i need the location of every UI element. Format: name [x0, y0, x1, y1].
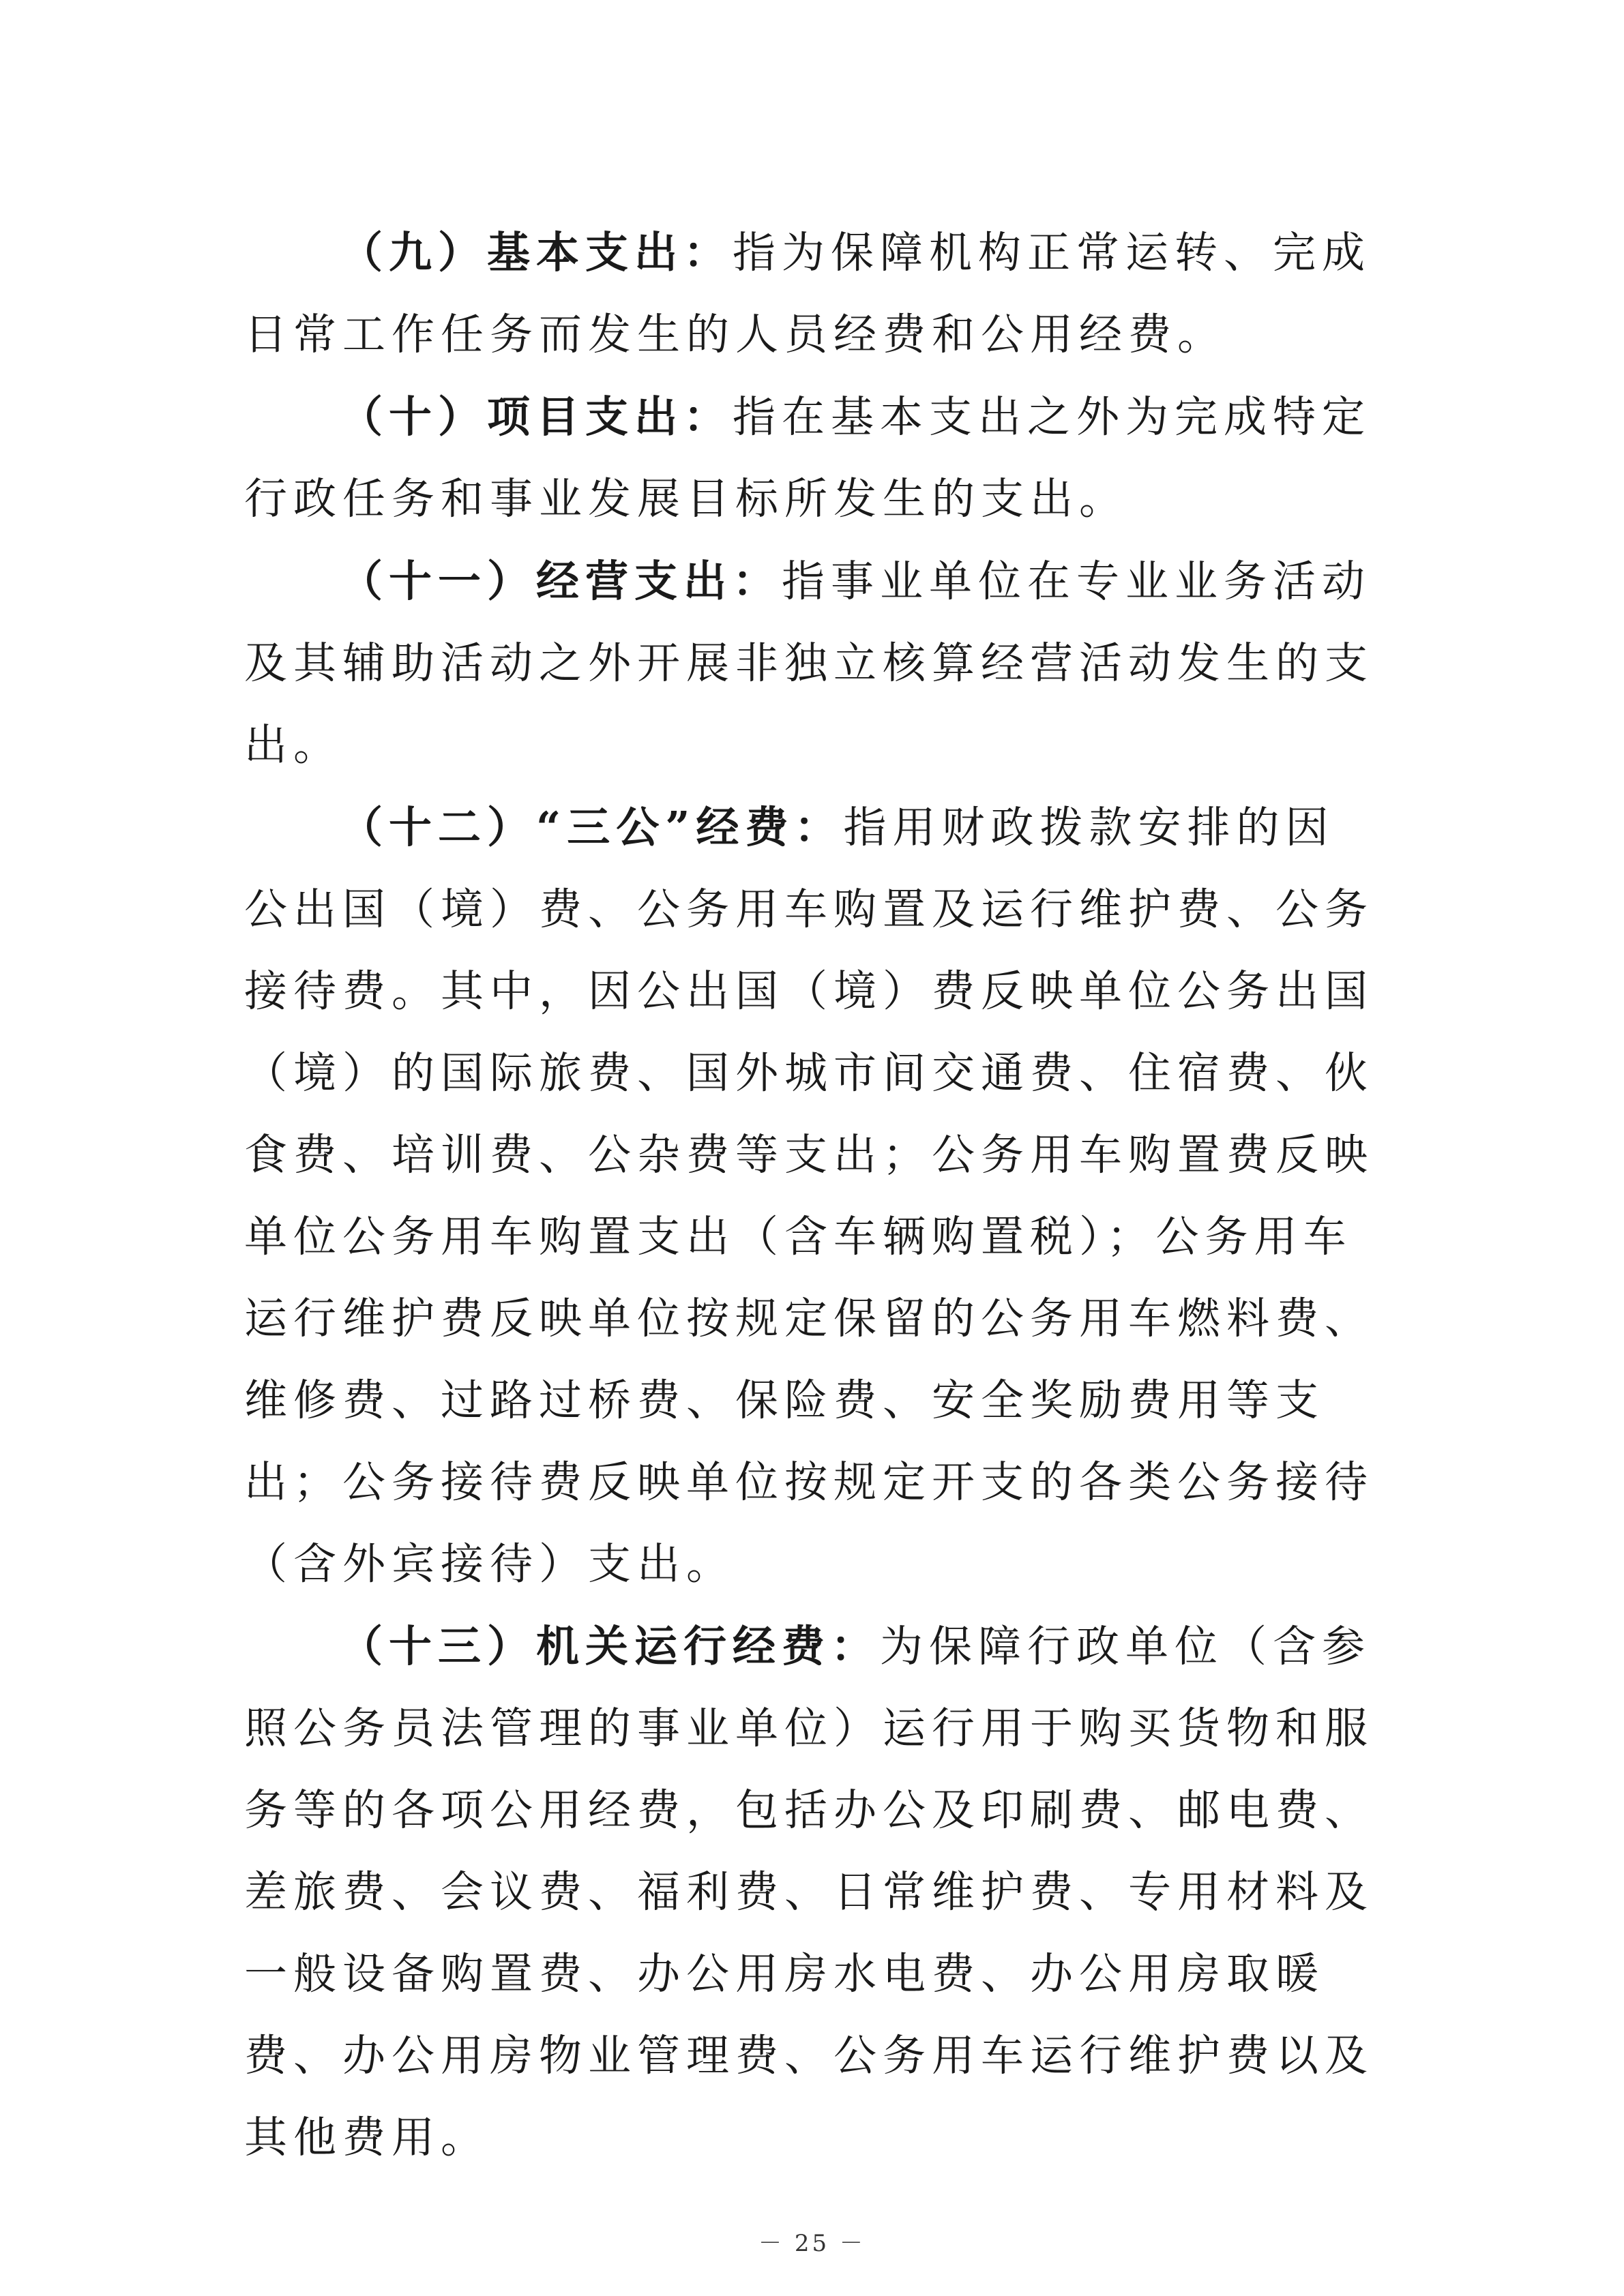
term-three-public-expenses: （十二）“三公”经费： [340, 802, 844, 852]
paragraph-operating-expenditure [244, 540, 1376, 786]
definition-operating-expenditure: 指事业单位在专业业务活动及其辅助活动之外开展非独立核算经营活动发生的支出。 [244, 556, 1374, 770]
definition-basic-expenditure: 指为保障机构正常运转、完成日常工作任务而发生的人员经费和公用经费。 [244, 228, 1371, 359]
definition-three-public-expenses: 指用财政拨款安排的因公出国（境）费、公务用车购置及运行维护费、公务接待费。其中，因公出国（境）费反映单位公务出国（境）的国际旅费、国外城市间交通费、住宿费、伙食费、培训费、公杂费等支出；公务用车购置费反映单位公务用车购置支出（含车辆购置税）；公务用车运行维护费反映单位按规定保留的公务用车燃料费、维修费、过路过桥费、保险费、安全奖励费用等支出；公务接待费反映单位按规定开支的各类公务接待（含外宾接待）支出。 [244, 803, 1374, 1589]
page-number: － 25 － [758, 2230, 866, 2257]
definition-agency-operating-funds: 为保障行政单位（含参照公务员法管理的事业单位）运行用于购买货物和服务等的各项公用经费，包括办公及印刷费、邮电费、差旅费、会议费、福利费、日常维护费、专用材料及一般设备购置费、办公用房水电费、办公用房取暖费、办公用房物业管理费、公务用车运行维护费以及其他费用。 [244, 1622, 1374, 2162]
paragraph-project-expenditure [244, 376, 1376, 540]
paragraph-basic-expenditure [244, 211, 1376, 376]
paragraph-three-public-expenses [244, 786, 1376, 1605]
paragraph-agency-operating-funds [244, 1605, 1376, 2179]
term-operating-expenditure: （十一）经营支出： [340, 556, 782, 606]
definition-project-expenditure: 指在基本支出之外为完成特定行政任务和事业发展目标所发生的支出。 [244, 392, 1371, 524]
term-basic-expenditure: （九）基本支出： [340, 227, 733, 278]
document-body [244, 211, 1376, 2179]
term-agency-operating-funds: （十三）机关运行经费： [340, 1621, 880, 1671]
term-project-expenditure: （十）项目支出： [340, 391, 733, 442]
